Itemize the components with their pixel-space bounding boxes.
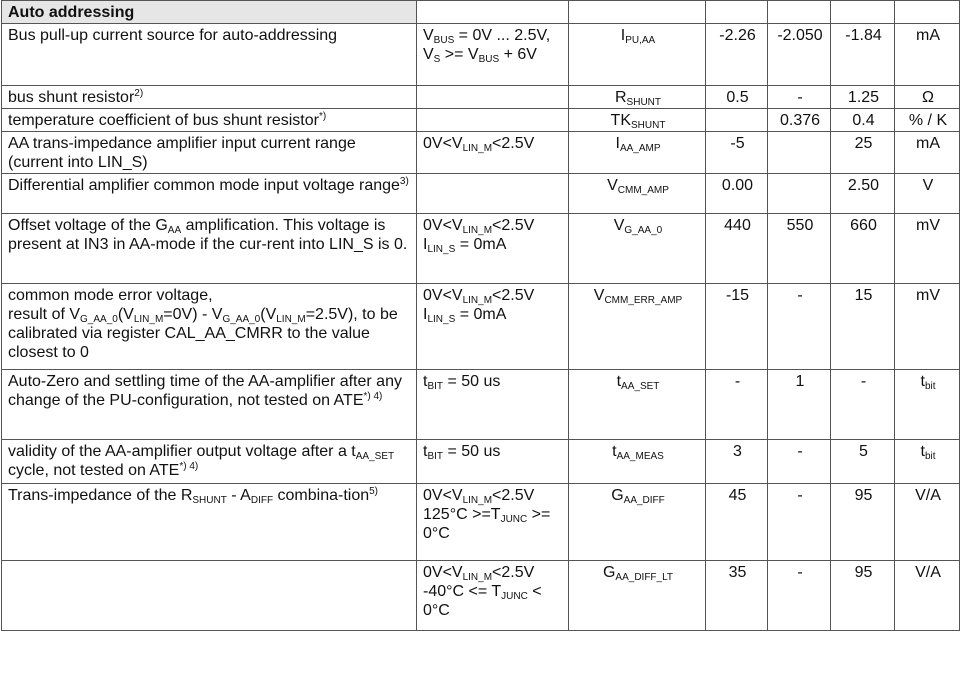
condition-cell: $0V<V_{LIN\_M}<2.5V$ bbox=[417, 132, 569, 174]
unit-cell: mA bbox=[895, 132, 960, 174]
min-cell: 0.5 bbox=[706, 86, 768, 109]
parameter-cell: Trans-impedance of the $R_{SHUNT} - A_{DIFF}$ combina-tion$^{5)}$ bbox=[2, 484, 417, 561]
parameter-cell bbox=[2, 561, 417, 631]
empty-cell bbox=[895, 1, 960, 24]
max-cell: 95 bbox=[831, 484, 895, 561]
min-cell bbox=[706, 109, 768, 132]
max-cell: 25 bbox=[831, 132, 895, 174]
table-row bbox=[2, 284, 960, 370]
min-cell: -15 bbox=[706, 284, 768, 370]
max-cell: -1.84 bbox=[831, 24, 895, 86]
condition-cell: $0V<V_{LIN\_M}<2.5V$ $I_{LIN\_S} = 0mA$ bbox=[417, 214, 569, 284]
empty-cell bbox=[569, 1, 706, 24]
symbol-cell: $G_{AA\_DIFF}$ bbox=[569, 484, 706, 561]
symbol-cell: $G_{AA\_DIFF\_LT}$ bbox=[569, 561, 706, 631]
max-cell: 660 bbox=[831, 214, 895, 284]
parameter-cell: validity of the AA-amplifier output voltage after a $t_{AA\_SET}$ cycle, not tested on $ATE^{*) 4)}$ bbox=[2, 440, 417, 484]
typ-cell: - bbox=[768, 440, 831, 484]
parameter-cell: bus shunt resistor$^{2)}$ bbox=[2, 86, 417, 109]
parameter-cell: Offset voltage of the $G_{AA}$ amplification. This voltage is present at IN3 in AA-mode if the cur-rent into LIN_S is 0. bbox=[2, 214, 417, 284]
max-cell: - bbox=[831, 370, 895, 440]
max-cell: 5 bbox=[831, 440, 895, 484]
typ-cell: 0.376 bbox=[768, 109, 831, 132]
typ-cell: - bbox=[768, 484, 831, 561]
unit-cell: V/A bbox=[895, 484, 960, 561]
symbol-cell: $I_{AA\_AMP}$ bbox=[569, 132, 706, 174]
condition-cell bbox=[417, 109, 569, 132]
table-row bbox=[2, 370, 960, 440]
symbol-cell: $I_{PU,AA}$ bbox=[569, 24, 706, 86]
min-cell: - bbox=[706, 370, 768, 440]
table-row bbox=[2, 214, 960, 284]
condition-cell: $0V<V_{LIN\_M}<2.5V$ $125^\circ C >=T_{JUNC} >= 0^\circ C$ bbox=[417, 484, 569, 561]
table-row bbox=[2, 561, 960, 631]
unit-cell: % / K bbox=[895, 109, 960, 132]
parameter-cell: temperature coefficient of bus shunt resistor*) bbox=[2, 109, 417, 132]
table-row bbox=[2, 24, 960, 86]
table-row bbox=[2, 174, 960, 214]
min-cell: 35 bbox=[706, 561, 768, 631]
spec-table bbox=[1, 0, 960, 631]
unit-cell: $t_{bit}$ bbox=[895, 440, 960, 484]
table-row bbox=[2, 484, 960, 561]
condition-cell: $V_{BUS} = 0V$ ... 2.5V, $V_S >= V_{BUS} + 6V$ bbox=[417, 24, 569, 86]
symbol-cell: $R_{SHUNT}$ bbox=[569, 86, 706, 109]
table-row bbox=[2, 132, 960, 174]
empty-cell bbox=[706, 1, 768, 24]
empty-cell bbox=[417, 1, 569, 24]
empty-cell bbox=[831, 1, 895, 24]
unit-cell: mV bbox=[895, 284, 960, 370]
section-title: Auto addressing bbox=[2, 1, 417, 24]
max-cell: 0.4 bbox=[831, 109, 895, 132]
condition-cell bbox=[417, 174, 569, 214]
unit-cell: Ω bbox=[895, 86, 960, 109]
min-cell: -5 bbox=[706, 132, 768, 174]
max-cell: 95 bbox=[831, 561, 895, 631]
min-cell: -2.26 bbox=[706, 24, 768, 86]
typ-cell: 1 bbox=[768, 370, 831, 440]
min-cell: 440 bbox=[706, 214, 768, 284]
unit-cell: $t_{bit}$ bbox=[895, 370, 960, 440]
unit-cell: mV bbox=[895, 214, 960, 284]
typ-cell: 550 bbox=[768, 214, 831, 284]
parameter-cell: common mode error voltage, result of $V_{G\_AA\_0}(V_{LIN\_M}=0V) - V_{G\_AA\_0}(V_{LIN\_M}=2.5V)$, to be calibrated via register CAL_AA_CMRR to the value closest to 0 bbox=[2, 284, 417, 370]
unit-cell: mA bbox=[895, 24, 960, 86]
symbol-cell: $t_{AA\_MEAS}$ bbox=[569, 440, 706, 484]
condition-cell: $0V<V_{LIN\_M}<2.5V$ $-40^\circ C <= T_{JUNC} < 0^\circ C$ bbox=[417, 561, 569, 631]
unit-cell: V/A bbox=[895, 561, 960, 631]
empty-cell bbox=[768, 1, 831, 24]
typ-cell bbox=[768, 132, 831, 174]
condition-cell: $t_{BIT} = 50$ us bbox=[417, 440, 569, 484]
typ-cell: - bbox=[768, 284, 831, 370]
symbol-cell: $V_{CMM\_AMP}$ bbox=[569, 174, 706, 214]
min-cell: 45 bbox=[706, 484, 768, 561]
condition-cell bbox=[417, 86, 569, 109]
parameter-cell: AA trans-impedance amplifier input current range (current into LIN_S) bbox=[2, 132, 417, 174]
max-cell: 2.50 bbox=[831, 174, 895, 214]
typ-cell: -2.050 bbox=[768, 24, 831, 86]
symbol-cell: $V_{G\_AA\_0}$ bbox=[569, 214, 706, 284]
section-row bbox=[2, 1, 960, 24]
symbol-cell: $t_{AA\_SET}$ bbox=[569, 370, 706, 440]
symbol-cell: $V_{CMM\_ERR\_AMP}$ bbox=[569, 284, 706, 370]
min-cell: 3 bbox=[706, 440, 768, 484]
typ-cell: - bbox=[768, 86, 831, 109]
unit-cell: V bbox=[895, 174, 960, 214]
spec-table-body bbox=[2, 1, 960, 631]
parameter-cell: Bus pull-up current source for auto-addressing bbox=[2, 24, 417, 86]
table-row bbox=[2, 86, 960, 109]
typ-cell bbox=[768, 174, 831, 214]
max-cell: 1.25 bbox=[831, 86, 895, 109]
condition-cell: $t_{BIT} = 50$ us bbox=[417, 370, 569, 440]
table-row bbox=[2, 109, 960, 132]
min-cell: 0.00 bbox=[706, 174, 768, 214]
parameter-cell: Auto-Zero and settling time of the AA-amplifier after any change of the PU-configuration, not tested on $ATE^{*) 4)}$ bbox=[2, 370, 417, 440]
max-cell: 15 bbox=[831, 284, 895, 370]
condition-cell: $0V<V_{LIN\_M}<2.5V$ $I_{LIN\_S} = 0mA$ bbox=[417, 284, 569, 370]
parameter-cell: Differential amplifier common mode input voltage range$^{3)}$ bbox=[2, 174, 417, 214]
symbol-cell: $TK_{SHUNT}$ bbox=[569, 109, 706, 132]
typ-cell: - bbox=[768, 561, 831, 631]
table-row bbox=[2, 440, 960, 484]
